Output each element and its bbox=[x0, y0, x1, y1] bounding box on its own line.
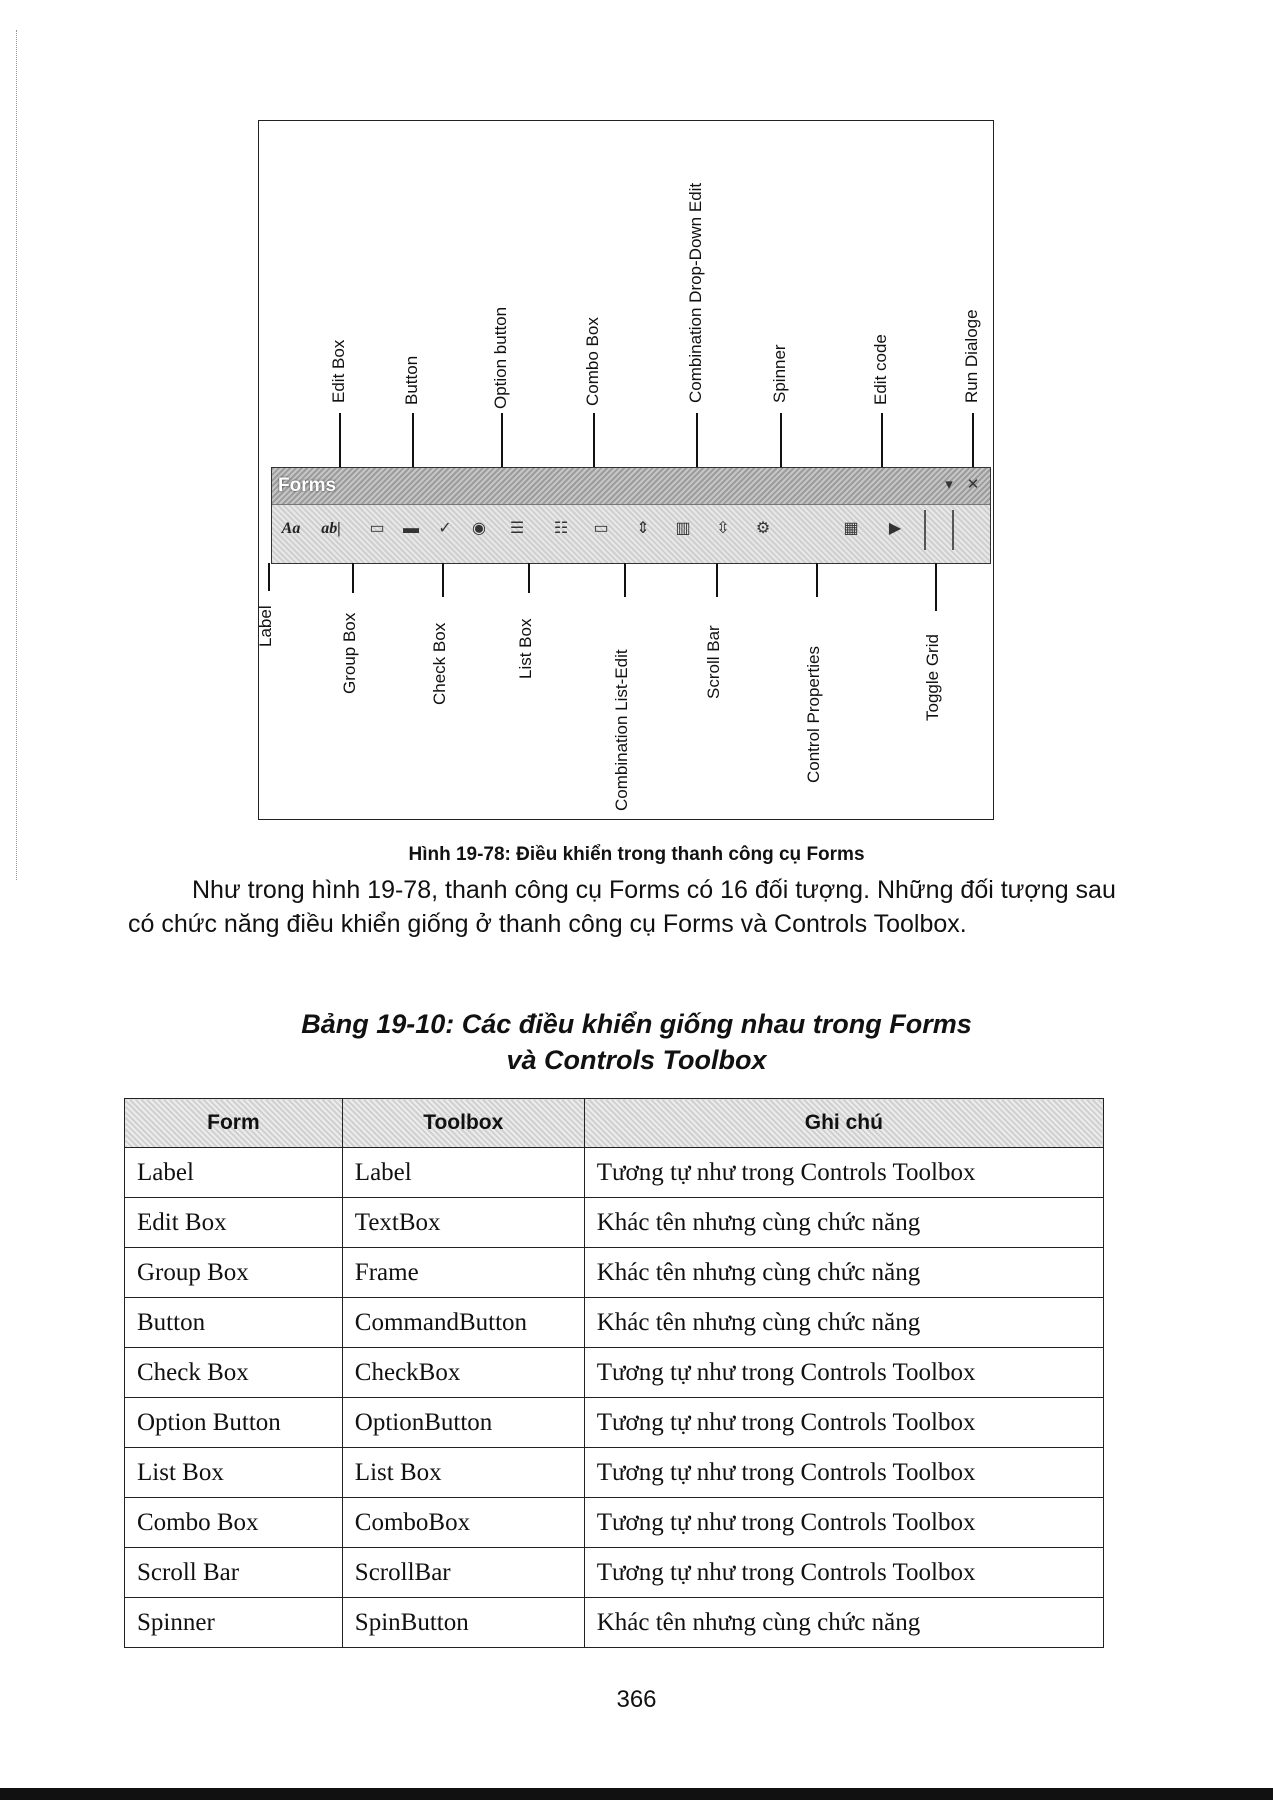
bottom-callout-text: List Box bbox=[516, 618, 535, 679]
callout-line bbox=[716, 563, 718, 597]
close-icon: ✕ bbox=[966, 476, 980, 493]
form-cell: Edit Box bbox=[125, 1198, 343, 1248]
notes-cell: Tương tự như trong Controls Toolbox bbox=[584, 1498, 1103, 1548]
toolbar-button-icon: ▬ bbox=[403, 520, 419, 537]
scan-edge-artifact bbox=[16, 30, 21, 880]
toolbar-dropdown-icon: ▾ bbox=[945, 476, 953, 493]
bottom-callout-text: Control Properties bbox=[804, 645, 823, 783]
callout-line bbox=[528, 563, 530, 593]
page-number: 366 bbox=[616, 1686, 657, 1713]
bottom-callout-text: Label bbox=[256, 605, 275, 647]
header-toolbox: Toolbox bbox=[342, 1099, 584, 1148]
toolbar-button-icon: ◉ bbox=[472, 520, 486, 537]
table-row bbox=[125, 1598, 1104, 1648]
callout-line bbox=[935, 563, 937, 611]
toolbar-button-icon: ☰ bbox=[509, 520, 525, 537]
figure-caption: Hình 19-78: Điều khiển trong thanh công cụ Forms bbox=[408, 844, 865, 865]
form-cell: List Box bbox=[125, 1448, 343, 1498]
table-row bbox=[125, 1448, 1104, 1498]
callout-line bbox=[352, 563, 354, 593]
toolbar-buttons-row bbox=[272, 504, 990, 563]
table-row bbox=[125, 1248, 1104, 1298]
toolbar-button-icon: ▥ bbox=[675, 520, 691, 537]
top-callout-text: Run Dialoge bbox=[962, 309, 981, 403]
toolbox-cell: Frame bbox=[342, 1248, 584, 1298]
table-row bbox=[125, 1398, 1104, 1448]
top-callout-text: Combo Box bbox=[583, 317, 602, 406]
toolbox-cell: TextBox bbox=[342, 1198, 584, 1248]
header-form: Form bbox=[125, 1099, 343, 1148]
toolbar-separator bbox=[924, 510, 926, 550]
bottom-callout-text: Group Box bbox=[340, 612, 359, 694]
table-row bbox=[125, 1298, 1104, 1348]
callout-line bbox=[624, 563, 626, 597]
toolbar-button-icon: ▶ bbox=[888, 520, 902, 537]
form-cell: Button bbox=[125, 1298, 343, 1348]
callout-line bbox=[339, 413, 341, 471]
table-caption-line-1: Bảng 19-10: Các điều khiển giống nhau trong Forms bbox=[301, 1009, 972, 1039]
body-paragraph-text: Như trong hình 19-78, thanh công cụ Forms có 16 đối tượng. Những đối tượng sau có chức năng điều khiển giống ở thanh công cụ Forms và Controls Toolbox. bbox=[128, 876, 1116, 938]
controls-comparison-table bbox=[124, 1098, 1104, 1648]
toolbar-button-icon: ⇕ bbox=[636, 520, 650, 537]
toolbox-cell: OptionButton bbox=[342, 1398, 584, 1448]
callout-line bbox=[593, 413, 595, 471]
form-cell: Check Box bbox=[125, 1348, 343, 1398]
toolbar-title-bar bbox=[272, 468, 990, 505]
toolbox-cell: SpinButton bbox=[342, 1598, 584, 1648]
bottom-callout-text: Toggle Grid bbox=[923, 634, 942, 721]
callout-line bbox=[501, 413, 503, 471]
toolbar-title: Forms bbox=[278, 475, 337, 496]
callout-line bbox=[780, 413, 782, 471]
top-callout-text: Edit code bbox=[871, 334, 890, 405]
form-cell: Combo Box bbox=[125, 1498, 343, 1548]
callout-line bbox=[268, 563, 270, 591]
table-row bbox=[125, 1148, 1104, 1198]
notes-cell: Tương tự như trong Controls Toolbox bbox=[584, 1148, 1103, 1198]
table-row bbox=[125, 1548, 1104, 1598]
toolbox-cell: CommandButton bbox=[342, 1298, 584, 1348]
toolbox-cell: Label bbox=[342, 1148, 584, 1198]
forms-toolbar-figure bbox=[258, 120, 994, 820]
toolbar-button-icon: Aa bbox=[281, 520, 301, 537]
toolbar-button-icon: ⚙ bbox=[755, 520, 771, 537]
callout-line bbox=[816, 563, 818, 597]
toolbar-separator bbox=[952, 510, 954, 550]
notes-cell: Tương tự như trong Controls Toolbox bbox=[584, 1398, 1103, 1448]
top-callout-text: Option button bbox=[491, 306, 510, 409]
table-row bbox=[125, 1348, 1104, 1398]
form-cell: Scroll Bar bbox=[125, 1548, 343, 1598]
toolbox-cell: ComboBox bbox=[342, 1498, 584, 1548]
callout-line bbox=[881, 413, 883, 471]
table-row bbox=[125, 1498, 1104, 1548]
toolbar-button-icon: ▭ bbox=[369, 520, 385, 537]
toolbar-button-icon: ⇳ bbox=[716, 520, 730, 537]
callout-line bbox=[442, 563, 444, 597]
header-notes: Ghi chú bbox=[584, 1099, 1103, 1148]
notes-cell: Khác tên nhưng cùng chức năng bbox=[584, 1598, 1103, 1648]
notes-cell: Tương tự như trong Controls Toolbox bbox=[584, 1548, 1103, 1598]
top-callout-text: Combination Drop-Down Edit bbox=[686, 182, 705, 403]
callout-line bbox=[972, 413, 974, 471]
toolbar-button-icon: ▦ bbox=[843, 520, 859, 537]
top-callout-text: Edit Box bbox=[329, 339, 348, 403]
callout-line bbox=[412, 413, 414, 471]
toolbar-button-icon: ✓ bbox=[438, 520, 452, 537]
toolbar-button-icon: ab| bbox=[321, 520, 341, 537]
notes-cell: Khác tên nhưng cùng chức năng bbox=[584, 1298, 1103, 1348]
toolbar-button-icon: ▭ bbox=[593, 520, 609, 537]
table-caption bbox=[0, 1006, 1273, 1078]
body-paragraph bbox=[128, 873, 1128, 941]
callout-line bbox=[696, 413, 698, 471]
form-cell: Spinner bbox=[125, 1598, 343, 1648]
toolbox-cell: List Box bbox=[342, 1448, 584, 1498]
top-callout-text: Spinner bbox=[770, 344, 789, 403]
notes-cell: Tương tự như trong Controls Toolbox bbox=[584, 1448, 1103, 1498]
table-caption-line-2: và Controls Toolbox bbox=[506, 1045, 767, 1075]
forms-toolbar-image bbox=[271, 467, 991, 564]
toolbar-button-icon: ☷ bbox=[553, 520, 569, 537]
table-header-row bbox=[125, 1099, 1104, 1148]
notes-cell: Tương tự như trong Controls Toolbox bbox=[584, 1348, 1103, 1398]
top-callout-text: Button bbox=[402, 355, 421, 405]
bottom-callout-text: Check Box bbox=[430, 622, 449, 705]
form-cell: Group Box bbox=[125, 1248, 343, 1298]
notes-cell: Khác tên nhưng cùng chức năng bbox=[584, 1198, 1103, 1248]
bottom-callout-text: Combination List-Edit bbox=[612, 649, 631, 811]
table-row bbox=[125, 1198, 1104, 1248]
form-cell: Option Button bbox=[125, 1398, 343, 1448]
scan-bottom-edge bbox=[0, 1788, 1273, 1800]
notes-cell: Khác tên nhưng cùng chức năng bbox=[584, 1248, 1103, 1298]
toolbox-cell: ScrollBar bbox=[342, 1548, 584, 1598]
toolbox-cell: CheckBox bbox=[342, 1348, 584, 1398]
form-cell: Label bbox=[125, 1148, 343, 1198]
bottom-callout-text: Scroll Bar bbox=[704, 625, 723, 699]
